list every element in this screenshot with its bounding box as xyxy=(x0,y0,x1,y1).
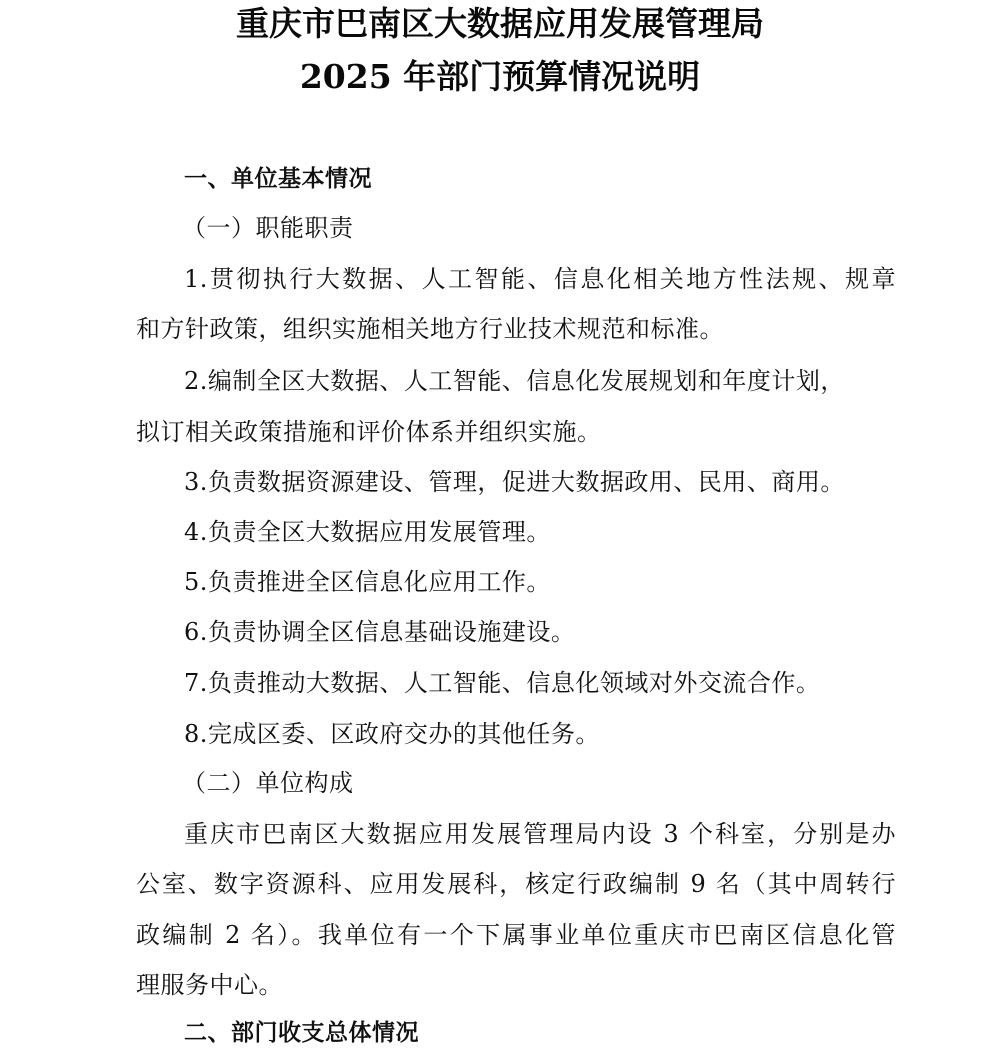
composition-line-4: 理服务中心。 xyxy=(136,971,283,999)
duty-3: 3.负责数据资源建设、管理，促进大数据政用、民用、商用。 xyxy=(184,468,845,496)
subsection-2-heading: （二）单位构成 xyxy=(182,769,354,797)
composition-line-1: 重庆市巴南区大数据应用发展管理局内设 3 个科室，分别是办 xyxy=(184,820,896,848)
composition-line-3: 政编制 2 名）。我单位有一个下属事业单位重庆市巴南区信息化管 xyxy=(136,921,896,949)
section-1-heading: 一、单位基本情况 xyxy=(184,166,372,192)
duty-1-line-2: 和方针政策，组织实施相关地方行业技术规范和标准。 xyxy=(136,315,724,343)
duty-7: 7.负责推动大数据、人工智能、信息化领域对外交流合作。 xyxy=(184,669,821,697)
document-title-line-1: 重庆市巴南区大数据应用发展管理局 xyxy=(236,4,764,43)
duty-8: 8.完成区委、区政府交办的其他任务。 xyxy=(184,720,600,748)
duty-5: 5.负责推进全区信息化应用工作。 xyxy=(184,568,551,596)
duty-2-line-1: 2.编制全区大数据、人工智能、信息化发展规划和年度计划， xyxy=(184,367,845,395)
document-title-line-2: 2025 年部门预算情况说明 xyxy=(299,57,701,96)
duty-6: 6.负责协调全区信息基础设施建设。 xyxy=(184,618,576,646)
section-2-heading: 二、部门收支总体情况 xyxy=(184,1020,419,1046)
duty-2-line-2: 拟订相关政策措施和评价体系并组织实施。 xyxy=(136,418,602,446)
duty-1-line-1: 1.贯彻执行大数据、人工智能、信息化相关地方性法规、规章 xyxy=(184,265,896,293)
subsection-1-heading: （一）职能职责 xyxy=(182,214,354,242)
composition-line-2: 公室、数字资源科、应用发展科，核定行政编制 9 名（其中周转行 xyxy=(136,870,896,898)
duty-4: 4.负责全区大数据应用发展管理。 xyxy=(184,518,551,546)
